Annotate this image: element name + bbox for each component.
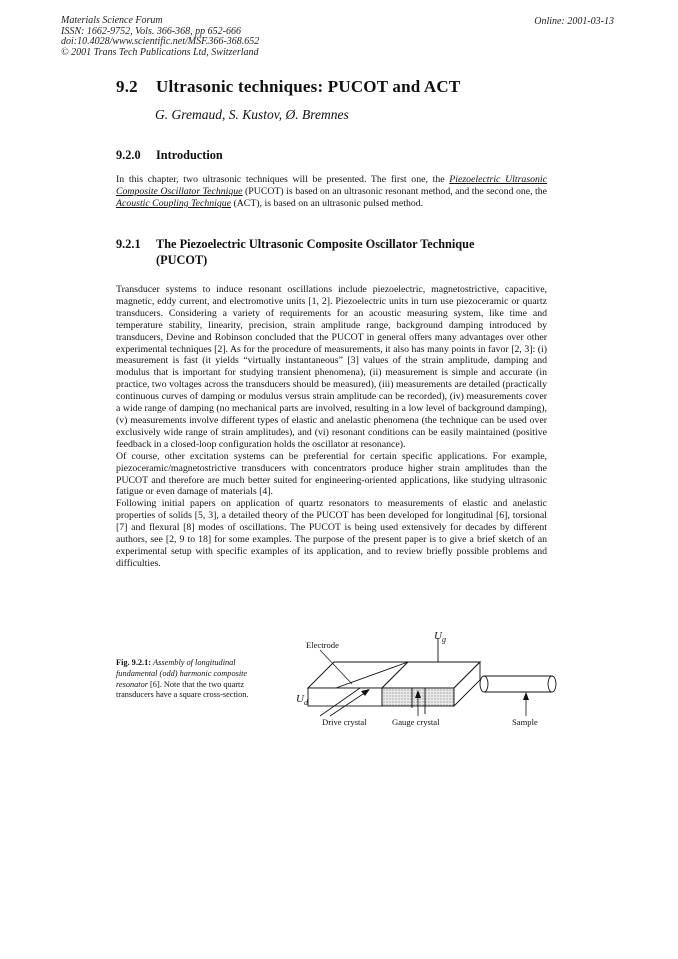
online-date: Online: 2001-03-13: [534, 16, 614, 27]
section-number: 9.2.0: [116, 148, 141, 162]
sample-rod-end: [480, 676, 488, 692]
chapter-title-text: Ultrasonic techniques: PUCOT and ACT: [156, 77, 461, 96]
drive-crystal-label: Drive crystal: [322, 717, 367, 727]
section-title-line1: The Piezoelectric Ultrasonic Composite Oscillator Technique: [156, 237, 475, 251]
pucot-name: Piezoelectric Ultrasonic Composite Oscillator Technique: [116, 174, 548, 197]
section-number: 9.2.1: [116, 237, 141, 251]
chapter-title: [116, 77, 460, 97]
caption-italic: Assembly of longitudinal fundamental (odd) harmonic composite resonator: [116, 658, 248, 689]
ug-label: [434, 630, 446, 644]
body-text: [116, 284, 547, 570]
chapter-number: 9.2: [116, 77, 138, 96]
body-paragraph-1: Transducer systems to induce resonant oscillations include piezoelectric, magnetostrictive, capacitive, magnetic, eddy current, and electromotive units [1, 2]. Piezoelectric units in turn use piezoceramic or quartz transducers. Considering a variety of requirements for an acoustic measuring system, like time and temperature stability, linearity, precision, strain amplitude range, background damping introduced by transducers, Devine and Robinson concluded that the PUCOT in general offers many advantages over other experimental techniques [2]. As for the procedure of measurements, it also has many points in favor [2, 3]: (i) measurement is fast (it yields “virtually instantaneous” [3] values of the strain amplitude, damping and modulus that is important for studying transient phenomena), (ii) measurement is simple and accurate (in practice, two voltages across the transducers should be measured), (iii) measurements are detailed (practically continuous curves of damping or modulus versus strain amplitude can be recorded), (iv) measurements cover a wide range of damping (no mechanical parts are involved, resulting in a low level of background damping), (v) measurements involve different types of elastic and anelastic phenomena (the technique can be used over exclusively wide range of strain amplitudes), and (vi) resonant conditions can be easily maintained (positive feedback in a closed-loop configuration holds the oscillator at resonance).: [116, 284, 547, 450]
gauge-crystal-label: Gauge crystal: [392, 717, 440, 727]
intro-text-3: (ACT), is based on an ultrasonic pulsed method.: [231, 197, 424, 209]
drive-crystal-front: [308, 688, 382, 706]
intro-text-1: In this chapter, two ultrasonic techniques will be presented. The first one, the: [116, 174, 450, 185]
journal-name: Materials Science Forum: [61, 15, 163, 26]
authors: G. Gremaud, S. Kustov, Ø. Bremnes: [155, 107, 349, 122]
ud-sub: d: [303, 698, 308, 708]
issn: ISSN: 1662-9752, Vols. 366-368, pp 652-666: [61, 25, 241, 37]
page-header: [61, 16, 259, 58]
sample-label: Sample: [512, 717, 538, 727]
section-heading-intro: [116, 148, 223, 163]
intro-paragraph: [116, 174, 547, 210]
sample-rod-tip: [548, 676, 556, 692]
intro-text-2: (PUCOT) is based on an ultrasonic resonant method, and the second one, the: [242, 185, 548, 197]
ug-main: U: [434, 630, 442, 642]
body-paragraph-3: Following initial papers on application of quartz resonators to measurements of elastic and anelastic properties of solids [5, 3], a detailed theory of the PUCOT has been developed for longitudinal [6], torsional [7] and flexural [8] modes of oscillations. The PUCOT is being used extensively for decades by different authors, see [2, 9 to 18] for some examples. The purpose of the present paper is to give a brief sketch of an experimental setup with specific examples of its application, and to review briefly possible problems and difficulties.: [116, 498, 547, 569]
figure-caption: [116, 658, 271, 701]
section-title: Introduction: [156, 148, 223, 162]
doi: doi:10.4028/www.scientific.net/MSF.366-368.652: [61, 36, 260, 48]
copyright: © 2001 Trans Tech Publications Ltd, Switzerland: [61, 46, 259, 58]
electrode-label: Electrode: [306, 640, 339, 650]
body-paragraph-2: Of course, other excitation systems can be preferential for certain specific applications. For example, piezoceramic/magnetostrictive transducers with concentrators produce higher strain amplitudes than the PUCOT and therefore are much better suited for engineering-oriented applications, like studying ultrasonic fatigue or even damage of materials [4].: [116, 450, 547, 498]
act-name: Acoustic Coupling Technique: [116, 197, 232, 209]
section-title-line2: (PUCOT): [156, 253, 208, 267]
caption-label: Fig. 9.2.1:: [116, 658, 152, 667]
ug-sub: g: [441, 635, 446, 645]
ud-label: [296, 693, 308, 707]
section-heading-pucot: [116, 236, 474, 268]
caption-ref: [6]. Note that the two quartz transducers have a square cross-section.: [116, 679, 249, 700]
ud-main: U: [296, 693, 304, 705]
